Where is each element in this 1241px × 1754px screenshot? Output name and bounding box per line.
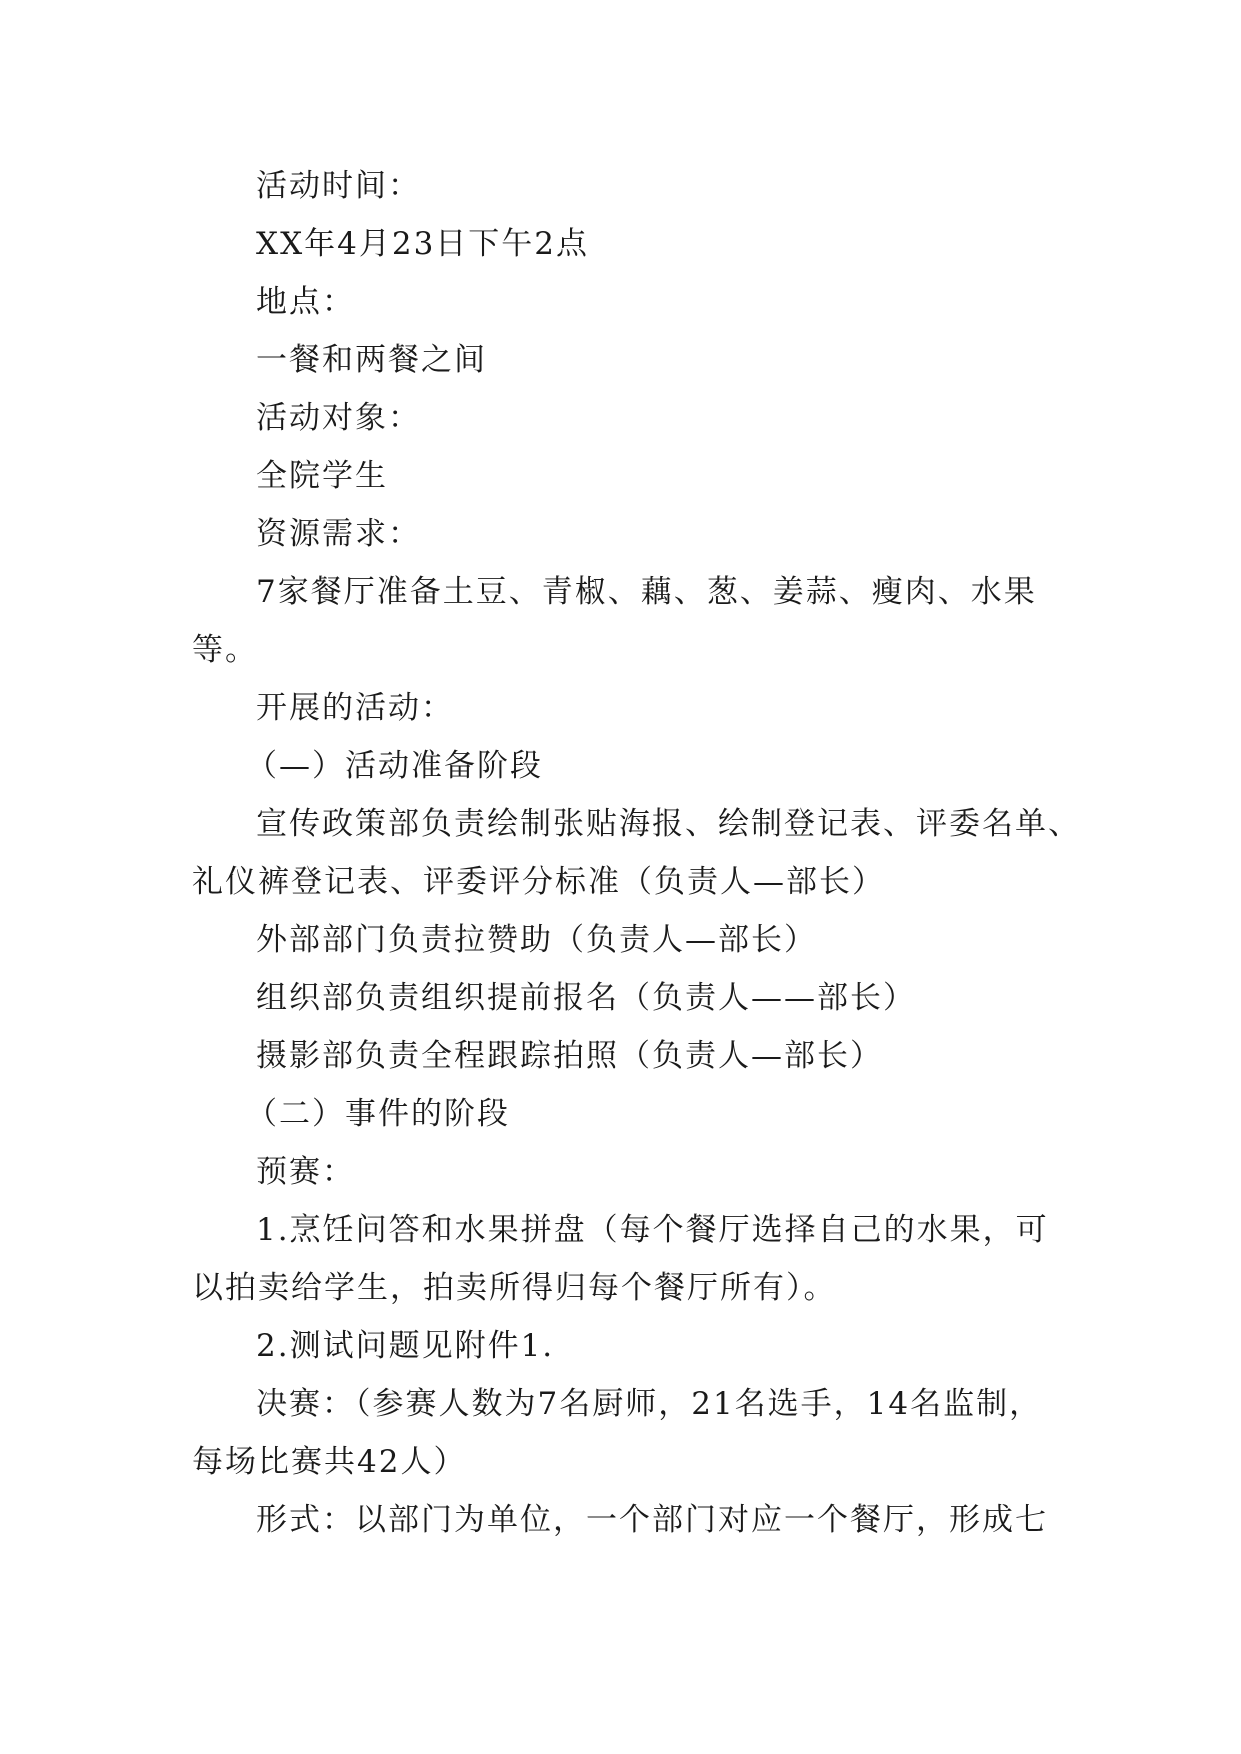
- section-heading-event: （二）事件的阶段: [246, 1096, 510, 1132]
- label-preliminary: 预赛：: [256, 1154, 355, 1190]
- location-value: 一餐和两餐之间: [256, 342, 487, 378]
- preliminary-item-1-line-1: 1.烹饪问答和水果拼盘（每个餐厅选择自己的水果，可: [256, 1212, 1049, 1248]
- finals-line-1: 决赛：（参赛人数为7名厨师，21名选手，14名监制，: [256, 1386, 1043, 1422]
- audience-value: 全院学生: [256, 458, 388, 494]
- activity-time-value: XX年4月23日下午2点: [256, 226, 590, 262]
- label-audience: 活动对象：: [256, 400, 421, 436]
- resources-text-line-2: 等。: [192, 632, 258, 668]
- section-heading-preparation: （—）活动准备阶段: [246, 748, 543, 784]
- finals-line-2: 每场比赛共42人）: [192, 1444, 467, 1480]
- label-activity-time: 活动时间：: [256, 168, 421, 204]
- paragraph-registration: 组织部负责组织提前报名（负责人——部长）: [256, 980, 916, 1016]
- preliminary-item-2: 2.测试问题见附件1.: [256, 1328, 555, 1364]
- label-activities: 开展的活动：: [256, 690, 454, 726]
- paragraph-photography: 摄影部负责全程跟踪拍照（负责人—部长）: [256, 1038, 883, 1074]
- preliminary-item-1-line-2: 以拍卖给学生，拍卖所得归每个餐厅所有）。: [192, 1270, 837, 1306]
- resources-text-line-1: 7家餐厅准备土豆、青椒、藕、葱、姜蒜、瘦肉、水果: [256, 574, 1037, 610]
- label-location: 地点：: [256, 284, 355, 320]
- paragraph-publicity-line-1: 宣传政策部负责绘制张贴海报、绘制登记表、评委名单、: [256, 806, 1081, 842]
- label-resources: 资源需求：: [256, 516, 421, 552]
- format-line-1: 形式：以部门为单位，一个部门对应一个餐厅，形成七: [256, 1502, 1048, 1538]
- paragraph-publicity-line-2: 礼仪裤登记表、评委评分标准（负责人—部长）: [192, 864, 885, 900]
- paragraph-sponsorship: 外部部门负责拉赞助（负责人—部长）: [256, 922, 817, 958]
